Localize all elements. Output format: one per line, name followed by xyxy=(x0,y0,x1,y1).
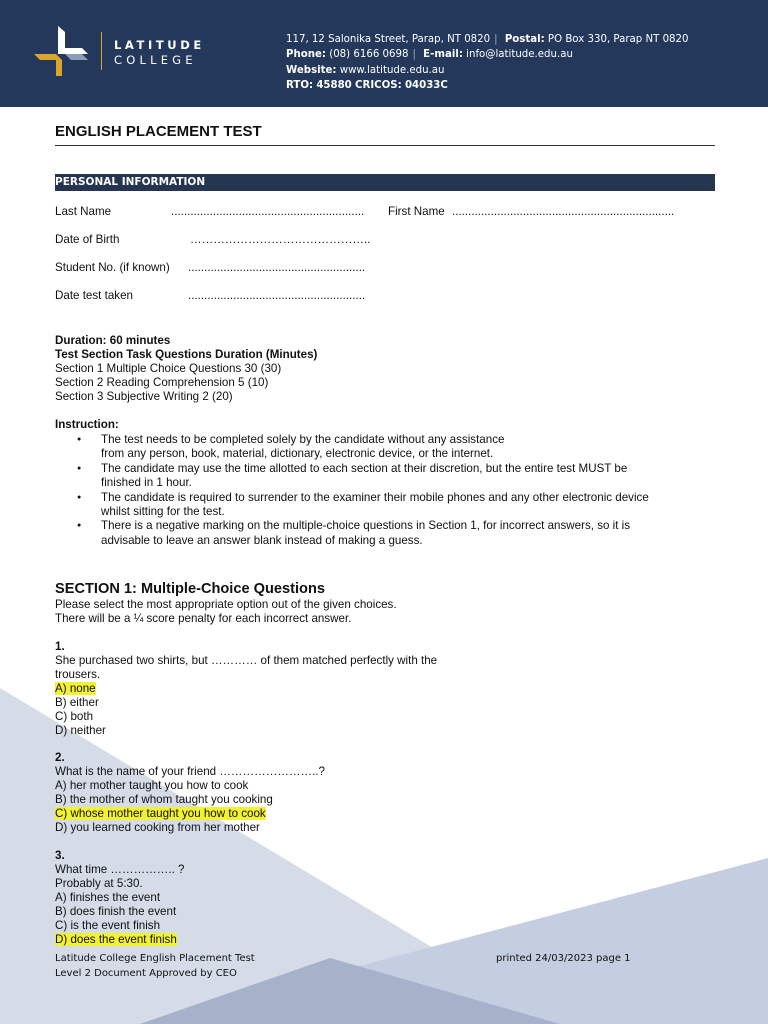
letterhead-banner xyxy=(0,0,768,107)
instruction-heading: Instruction: xyxy=(55,418,119,431)
option-d[interactable]: D) you learned cooking from her mother xyxy=(55,821,260,834)
question-text: What is the name of your friend ……………………..? xyxy=(55,765,325,778)
date-taken-label: Date test taken xyxy=(55,289,133,302)
question-text: Probably at 5:30. xyxy=(55,877,143,890)
instruction-item: ● The test needs to be completed solely by the candidate without any assistance from any person, book, material, dictionary, electronic device, or the internet. xyxy=(101,433,715,462)
cricos-label: CRICOS: xyxy=(355,79,402,91)
postal-label: Postal: xyxy=(504,34,545,45)
question-text: What time …………….. ? xyxy=(55,863,185,876)
instruction-list xyxy=(55,433,715,548)
duration-line: Duration: 60 minutes xyxy=(55,334,171,347)
phone-label: Phone: xyxy=(286,49,326,61)
footer-doc-title: Latitude College English Placement Test xyxy=(55,953,255,964)
option-b[interactable]: B) the mother of whom taught you cooking xyxy=(55,793,273,806)
last-name-field[interactable]: ............................................................ xyxy=(171,205,365,218)
logo-divider xyxy=(101,32,102,70)
question-3 xyxy=(55,849,184,947)
rto-text: 45880 xyxy=(316,79,352,91)
section1-heading: SECTION 1: Multiple-Choice Questions xyxy=(55,581,326,597)
dob-field[interactable]: ……………………………………….. xyxy=(190,233,371,246)
duration-section-3: Section 3 Subjective Writing 2 (20) xyxy=(55,390,233,403)
question-number: 2. xyxy=(55,751,65,764)
footer-printed: printed 24/03/2023 page 1 xyxy=(496,953,631,964)
question-number: 3. xyxy=(55,849,65,862)
page-title: ENGLISH PLACEMENT TEST xyxy=(55,123,262,140)
question-1 xyxy=(55,640,437,738)
brand-name: LATITUDE xyxy=(114,38,205,52)
instruction-item: ● The candidate is required to surrender to the examiner their mobile phones and any other electronic device whilst sitting for the test. xyxy=(101,491,715,520)
option-b[interactable]: B) does finish the event xyxy=(55,905,177,918)
option-b[interactable]: B) either xyxy=(55,696,99,709)
email-link[interactable]: info@latitude.edu.au xyxy=(466,49,573,61)
personal-info-heading xyxy=(55,174,715,191)
contact-line-website xyxy=(286,63,689,78)
email-label: E-mail: xyxy=(423,49,463,61)
latitude-logo-icon xyxy=(32,26,92,76)
section1-intro xyxy=(55,598,397,626)
date-taken-field[interactable]: ....................................................... xyxy=(188,289,366,302)
postal-text: PO Box 330, Parap NT 0820 xyxy=(547,34,689,45)
contact-line-rto xyxy=(286,78,689,93)
last-name-label: Last Name xyxy=(55,205,112,218)
cricos-text: 04033C xyxy=(404,79,448,91)
question-2 xyxy=(55,751,325,835)
question-text: trousers. xyxy=(55,668,101,681)
option-d[interactable]: D) does the event finish xyxy=(55,933,177,946)
personal-info-heading-text: PERSONAL INFORMATION xyxy=(55,176,206,188)
contact-details xyxy=(286,32,689,93)
student-no-label: Student No. (if known) xyxy=(55,261,170,274)
page-footer xyxy=(55,951,715,981)
duration-table-header: Test Section Task Questions Duration (Minutes) xyxy=(55,348,318,361)
option-d[interactable]: D) neither xyxy=(55,724,106,737)
first-name-label: First Name xyxy=(388,205,445,218)
website-label: Website: xyxy=(286,64,337,76)
option-c[interactable]: C) both xyxy=(55,710,94,723)
title-divider xyxy=(55,145,715,146)
option-a[interactable]: A) finishes the event xyxy=(55,891,161,904)
website-link[interactable]: www.latitude.edu.au xyxy=(339,64,445,76)
option-c[interactable]: C) whose mother taught you how to cook xyxy=(55,807,266,820)
section1-intro-line2: There will be a ¼ score penalty for each incorrect answer. xyxy=(55,612,352,625)
rto-label: RTO: xyxy=(286,79,314,91)
contact-line-address: 117, 12 Salonika Street, Parap, NT 0820 | Postal: PO Box 330, Parap NT 0820 xyxy=(286,34,689,45)
section1-intro-line1: Please select the most appropriate option out of the given choices. xyxy=(55,598,397,611)
address-text: 117, 12 Salonika Street, Parap, NT 0820 xyxy=(286,34,491,45)
student-no-field[interactable]: ....................................................... xyxy=(188,261,366,274)
question-text: She purchased two shirts, but ………… of them matched perfectly with the xyxy=(55,654,438,667)
question-number: 1. xyxy=(55,640,65,653)
phone-text: (08) 6166 0698 xyxy=(329,49,409,61)
option-a[interactable]: A) her mother taught you how to cook xyxy=(55,779,249,792)
duration-section-1: Section 1 Multiple Choice Questions 30 (30) xyxy=(55,362,282,375)
first-name-field[interactable]: ..................................................................... xyxy=(452,205,675,218)
contact-line-phone: Phone: (08) 6166 0698 | E-mail: info@latitude.edu.au xyxy=(286,49,573,61)
instruction-item: ● The candidate may use the time allotted to each section at their discretion, but the entire test MUST be finished in 1 hour. xyxy=(101,462,715,491)
instruction-item: ● There is a negative marking on the multiple-choice questions in Section 1, for incorrect answers, so it is advisable to leave an answer blank instead of making a guess. xyxy=(101,519,715,548)
brand-subname: COLLEGE xyxy=(114,53,197,67)
option-a[interactable]: A) none xyxy=(55,682,96,695)
footer-approval: Level 2 Document Approved by CEO xyxy=(55,968,237,979)
duration-section-2: Section 2 Reading Comprehension 5 (10) xyxy=(55,376,269,389)
duration-block xyxy=(55,334,317,404)
dob-label: Date of Birth xyxy=(55,233,120,246)
option-c[interactable]: C) is the event finish xyxy=(55,919,161,932)
